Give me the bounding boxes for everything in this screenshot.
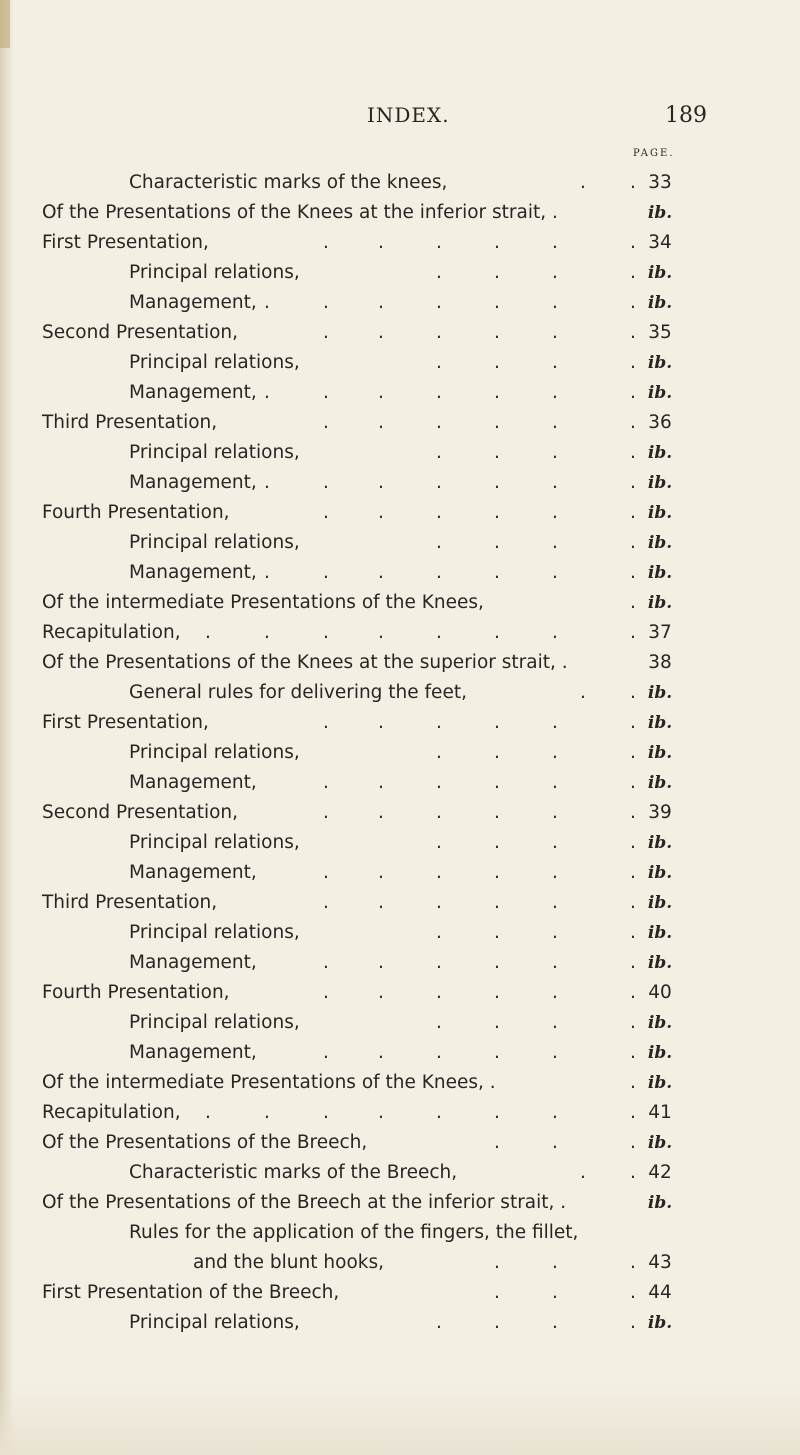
- leader-dot: .: [552, 922, 558, 943]
- leader-dot: .: [378, 982, 384, 1003]
- index-entry-page: 41: [648, 1102, 672, 1123]
- leader-dot: .: [323, 322, 329, 343]
- index-entry: [0, 198, 800, 228]
- leader-dot: .: [494, 892, 500, 913]
- leader-dot: .: [436, 772, 442, 793]
- index-entry-page: ib.: [647, 1193, 673, 1213]
- leader-dot: .: [323, 232, 329, 253]
- leader-dot: .: [552, 472, 558, 493]
- index-entry-text: Management,: [129, 1042, 257, 1063]
- leader-dot: .: [436, 1312, 442, 1333]
- leader-dot: .: [264, 472, 270, 493]
- leader-dot: .: [436, 532, 442, 553]
- index-entry-page: 34: [648, 232, 672, 253]
- index-entry-text: Of the Presentations of the Knees at the superior strait, .: [42, 652, 568, 673]
- index-entry: [0, 558, 800, 588]
- index-entry-text: First Presentation of the Breech,: [42, 1282, 340, 1303]
- leader-dot: .: [630, 172, 636, 193]
- index-entry: [0, 1158, 800, 1188]
- index-entry-text: Principal relations,: [129, 442, 300, 463]
- index-entry-text: Principal relations,: [129, 262, 300, 283]
- leader-dot: .: [264, 292, 270, 313]
- leader-dot: .: [378, 1102, 384, 1123]
- index-entry: [0, 408, 800, 438]
- index-entry-page: ib.: [647, 1043, 673, 1063]
- leader-dot: .: [630, 412, 636, 433]
- index-entry: [0, 1038, 800, 1068]
- leader-dot: .: [323, 772, 329, 793]
- leader-dot: .: [436, 952, 442, 973]
- leader-dot: .: [494, 472, 500, 493]
- index-entry-page: ib.: [647, 1133, 673, 1153]
- leader-dot: .: [552, 562, 558, 583]
- leader-dot: .: [552, 292, 558, 313]
- index-entries: [0, 168, 800, 1338]
- index-entry-text: Of the Presentations of the Breech at the inferior strait, .: [42, 1192, 567, 1213]
- leader-dot: .: [630, 742, 636, 763]
- index-entry: [0, 738, 800, 768]
- index-entry-page: ib.: [647, 713, 673, 733]
- leader-dot: .: [630, 952, 636, 973]
- index-entry-page: ib.: [647, 503, 673, 523]
- leader-dot: .: [630, 1072, 636, 1093]
- running-title: INDEX.: [367, 103, 450, 127]
- index-entry-text: Management,: [129, 862, 257, 883]
- index-entry-page: ib.: [647, 833, 673, 853]
- index-entry: [0, 348, 800, 378]
- leader-dot: .: [264, 622, 270, 643]
- running-header: [0, 103, 800, 133]
- leader-dot: .: [323, 622, 329, 643]
- leader-dot: .: [630, 832, 636, 853]
- leader-dot: .: [323, 472, 329, 493]
- leader-dot: .: [494, 1312, 500, 1333]
- leader-dot: .: [630, 352, 636, 373]
- index-entry: [0, 1218, 800, 1248]
- leader-dot: .: [378, 802, 384, 823]
- leader-dot: .: [552, 382, 558, 403]
- leader-dot: .: [323, 1042, 329, 1063]
- leader-dot: .: [494, 832, 500, 853]
- index-entry-text: Third Presentation,: [42, 412, 218, 433]
- leader-dot: .: [323, 892, 329, 913]
- leader-dot: .: [552, 712, 558, 733]
- index-entry-text: Principal relations,: [129, 832, 300, 853]
- index-entry: [0, 948, 800, 978]
- index-entry-page: 44: [648, 1282, 672, 1303]
- index-entry-text: First Presentation,: [42, 232, 209, 253]
- index-entry: [0, 978, 800, 1008]
- index-entry: [0, 168, 800, 198]
- leader-dot: .: [494, 862, 500, 883]
- leader-dot: .: [630, 1042, 636, 1063]
- index-entry-page: ib.: [647, 743, 673, 763]
- index-entry-text: Management,: [129, 472, 257, 493]
- index-entry-text: Principal relations,: [129, 532, 300, 553]
- index-entry: [0, 438, 800, 468]
- index-entry-page: 38: [648, 652, 672, 673]
- leader-dot: .: [494, 322, 500, 343]
- index-entry: [0, 708, 800, 738]
- leader-dot: .: [323, 412, 329, 433]
- leader-dot: .: [494, 1102, 500, 1123]
- leader-dot: .: [630, 922, 636, 943]
- leader-dot: .: [494, 982, 500, 1003]
- leader-dot: .: [436, 292, 442, 313]
- leader-dot: .: [630, 682, 636, 703]
- leader-dot: .: [494, 742, 500, 763]
- index-entry-text: Characteristic marks of the Breech,: [129, 1162, 458, 1183]
- index-entry: [0, 588, 800, 618]
- page-bottom-tone: [0, 1385, 800, 1455]
- leader-dot: .: [378, 772, 384, 793]
- leader-dot: .: [436, 502, 442, 523]
- leader-dot: .: [630, 802, 636, 823]
- leader-dot: .: [552, 502, 558, 523]
- leader-dot: .: [580, 172, 586, 193]
- index-entry: [0, 1278, 800, 1308]
- leader-dot: .: [378, 472, 384, 493]
- index-entry-text: Third Presentation,: [42, 892, 218, 913]
- leader-dot: .: [552, 772, 558, 793]
- leader-dot: .: [494, 712, 500, 733]
- index-entry-page: 43: [648, 1252, 672, 1273]
- index-entry-page: 33: [648, 172, 672, 193]
- index-entry-text: Principal relations,: [129, 352, 300, 373]
- leader-dot: .: [494, 562, 500, 583]
- index-entry-page: ib.: [647, 533, 673, 553]
- leader-dot: .: [436, 322, 442, 343]
- leader-dot: .: [494, 292, 500, 313]
- leader-dot: .: [323, 292, 329, 313]
- index-entry-text: Of the intermediate Presentations of the Knees,: [42, 592, 484, 613]
- leader-dot: .: [630, 592, 636, 613]
- leader-dot: .: [552, 412, 558, 433]
- leader-dot: .: [378, 892, 384, 913]
- leader-dot: .: [378, 232, 384, 253]
- leader-dot: .: [436, 862, 442, 883]
- index-entry-page: ib.: [647, 1313, 673, 1333]
- leader-dot: .: [552, 442, 558, 463]
- index-entry-page: ib.: [647, 923, 673, 943]
- index-entry-text: Fourth Presentation,: [42, 982, 230, 1003]
- leader-dot: .: [205, 1102, 211, 1123]
- leader-dot: .: [494, 1282, 500, 1303]
- leader-dot: .: [552, 892, 558, 913]
- leader-dot: .: [552, 622, 558, 643]
- leader-dot: .: [580, 1162, 586, 1183]
- leader-dot: .: [264, 562, 270, 583]
- leader-dot: .: [494, 532, 500, 553]
- leader-dot: .: [630, 712, 636, 733]
- index-entry-page: ib.: [647, 203, 673, 223]
- leader-dot: .: [323, 712, 329, 733]
- index-entry-page: ib.: [647, 773, 673, 793]
- index-entry: [0, 888, 800, 918]
- leader-dot: .: [630, 1282, 636, 1303]
- leader-dot: .: [436, 922, 442, 943]
- index-entry: [0, 1248, 800, 1278]
- index-entry: [0, 258, 800, 288]
- leader-dot: .: [378, 292, 384, 313]
- index-entry-text: Rules for the application of the fingers, the fillet,: [129, 1222, 579, 1243]
- index-entry: [0, 618, 800, 648]
- index-entry: [0, 528, 800, 558]
- index-entry: [0, 648, 800, 678]
- index-entry: [0, 1098, 800, 1128]
- index-entry-page: ib.: [647, 1013, 673, 1033]
- leader-dot: .: [436, 1102, 442, 1123]
- leader-dot: .: [378, 712, 384, 733]
- leader-dot: .: [436, 1042, 442, 1063]
- leader-dot: .: [494, 502, 500, 523]
- leader-dot: .: [494, 772, 500, 793]
- leader-dot: .: [436, 622, 442, 643]
- leader-dot: .: [378, 622, 384, 643]
- leader-dot: .: [378, 322, 384, 343]
- leader-dot: .: [630, 532, 636, 553]
- index-entry: [0, 498, 800, 528]
- leader-dot: .: [552, 1312, 558, 1333]
- index-entry: [0, 288, 800, 318]
- index-entry-text: Management,: [129, 952, 257, 973]
- index-entry-text: Principal relations,: [129, 742, 300, 763]
- leader-dot: .: [378, 562, 384, 583]
- leader-dot: .: [436, 892, 442, 913]
- leader-dot: .: [630, 622, 636, 643]
- leader-dot: .: [552, 982, 558, 1003]
- leader-dot: .: [552, 232, 558, 253]
- index-entry-page: ib.: [647, 683, 673, 703]
- leader-dot: .: [436, 802, 442, 823]
- leader-dot: .: [552, 322, 558, 343]
- index-entry-text: General rules for delivering the feet,: [129, 682, 467, 703]
- leader-dot: .: [436, 412, 442, 433]
- index-entry-page: ib.: [647, 593, 673, 613]
- leader-dot: .: [494, 922, 500, 943]
- leader-dot: .: [323, 982, 329, 1003]
- leader-dot: .: [630, 322, 636, 343]
- index-entry-page: ib.: [647, 563, 673, 583]
- index-entry-text: Of the Presentations of the Breech,: [42, 1132, 368, 1153]
- index-entry-page: ib.: [647, 893, 673, 913]
- index-entry-page: ib.: [647, 473, 673, 493]
- leader-dot: .: [494, 1042, 500, 1063]
- leader-dot: .: [630, 262, 636, 283]
- leader-dot: .: [630, 892, 636, 913]
- index-entry-text: Recapitulation,: [42, 622, 181, 643]
- leader-dot: .: [552, 832, 558, 853]
- leader-dot: .: [436, 982, 442, 1003]
- leader-dot: .: [378, 862, 384, 883]
- leader-dot: .: [630, 382, 636, 403]
- leader-dot: .: [580, 682, 586, 703]
- leader-dot: .: [323, 952, 329, 973]
- leader-dot: .: [552, 262, 558, 283]
- leader-dot: .: [630, 1132, 636, 1153]
- index-entry-text: Second Presentation,: [42, 322, 239, 343]
- index-entry: [0, 678, 800, 708]
- leader-dot: .: [323, 802, 329, 823]
- leader-dot: .: [436, 562, 442, 583]
- index-entry: [0, 798, 800, 828]
- leader-dot: .: [552, 952, 558, 973]
- leader-dot: .: [552, 1012, 558, 1033]
- leader-dot: .: [436, 712, 442, 733]
- index-entry-text: Recapitulation,: [42, 1102, 181, 1123]
- leader-dot: .: [436, 382, 442, 403]
- index-entry-page: ib.: [647, 293, 673, 313]
- leader-dot: .: [630, 1252, 636, 1273]
- leader-dot: .: [630, 232, 636, 253]
- leader-dot: .: [630, 1162, 636, 1183]
- index-entry: [0, 1188, 800, 1218]
- index-entry-text: Principal relations,: [129, 1012, 300, 1033]
- index-entry-text: Characteristic marks of the knees,: [129, 172, 448, 193]
- index-entry-text: Of the intermediate Presentations of the Knees, .: [42, 1072, 496, 1093]
- index-entry-page: 35: [648, 322, 672, 343]
- index-entry-text: Management,: [129, 562, 257, 583]
- index-entry-page: ib.: [647, 863, 673, 883]
- index-entry: [0, 228, 800, 258]
- index-entry-page: 36: [648, 412, 672, 433]
- index-entry: [0, 1128, 800, 1158]
- leader-dot: .: [630, 982, 636, 1003]
- leader-dot: .: [552, 1252, 558, 1273]
- index-entry: [0, 378, 800, 408]
- leader-dot: .: [494, 1252, 500, 1273]
- leader-dot: .: [630, 772, 636, 793]
- leader-dot: .: [436, 1012, 442, 1033]
- leader-dot: .: [494, 802, 500, 823]
- index-entry-text: Principal relations,: [129, 922, 300, 943]
- index-entry: [0, 1308, 800, 1338]
- leader-dot: .: [552, 862, 558, 883]
- leader-dot: .: [630, 1012, 636, 1033]
- leader-dot: .: [630, 1312, 636, 1333]
- index-entry-page: 42: [648, 1162, 672, 1183]
- leader-dot: .: [552, 1132, 558, 1153]
- leader-dot: .: [378, 502, 384, 523]
- index-entry-text: Management,: [129, 382, 257, 403]
- index-entry-page: ib.: [647, 1073, 673, 1093]
- leader-dot: .: [494, 352, 500, 373]
- leader-dot: .: [494, 1132, 500, 1153]
- index-entry: [0, 1008, 800, 1038]
- page-corner-mark: [0, 0, 10, 48]
- leader-dot: .: [494, 232, 500, 253]
- leader-dot: .: [323, 862, 329, 883]
- page-number: 189: [665, 103, 707, 128]
- index-entry-text: First Presentation,: [42, 712, 209, 733]
- index-entry: [0, 858, 800, 888]
- leader-dot: .: [378, 1042, 384, 1063]
- index-entry-text: Management,: [129, 292, 257, 313]
- index-entry-text: Principal relations,: [129, 1312, 300, 1333]
- leader-dot: .: [552, 1282, 558, 1303]
- leader-dot: .: [494, 1012, 500, 1033]
- leader-dot: .: [436, 262, 442, 283]
- index-entry-page: ib.: [647, 263, 673, 283]
- leader-dot: .: [630, 472, 636, 493]
- index-entry-text: Of the Presentations of the Knees at the inferior strait, .: [42, 202, 558, 223]
- index-entry-text: Fourth Presentation,: [42, 502, 230, 523]
- index-entry: [0, 468, 800, 498]
- leader-dot: .: [630, 502, 636, 523]
- index-entry-page: ib.: [647, 383, 673, 403]
- leader-dot: .: [323, 502, 329, 523]
- index-entry-page: 37: [648, 622, 672, 643]
- leader-dot: .: [436, 472, 442, 493]
- leader-dot: .: [494, 442, 500, 463]
- index-entry-text: Management,: [129, 772, 257, 793]
- leader-dot: .: [552, 352, 558, 373]
- leader-dot: .: [630, 1102, 636, 1123]
- leader-dot: .: [205, 622, 211, 643]
- leader-dot: .: [552, 532, 558, 553]
- leader-dot: .: [552, 1042, 558, 1063]
- leader-dot: .: [494, 382, 500, 403]
- index-entry: [0, 918, 800, 948]
- leader-dot: .: [264, 382, 270, 403]
- leader-dot: .: [494, 622, 500, 643]
- leader-dot: .: [436, 232, 442, 253]
- leader-dot: .: [436, 442, 442, 463]
- leader-dot: .: [552, 742, 558, 763]
- index-entry-page: 39: [648, 802, 672, 823]
- leader-dot: .: [264, 1102, 270, 1123]
- index-entry: [0, 318, 800, 348]
- leader-dot: .: [323, 1102, 329, 1123]
- leader-dot: .: [436, 742, 442, 763]
- index-entry-page: 40: [648, 982, 672, 1003]
- index-entry-text: and the blunt hooks,: [193, 1252, 384, 1273]
- page-column-label: PAGE.: [633, 148, 675, 159]
- leader-dot: .: [552, 1102, 558, 1123]
- index-entry-page: ib.: [647, 953, 673, 973]
- leader-dot: .: [494, 262, 500, 283]
- leader-dot: .: [630, 862, 636, 883]
- leader-dot: .: [378, 382, 384, 403]
- leader-dot: .: [630, 442, 636, 463]
- leader-dot: .: [436, 352, 442, 373]
- leader-dot: .: [630, 562, 636, 583]
- leader-dot: .: [494, 952, 500, 973]
- leader-dot: .: [323, 382, 329, 403]
- index-entry-page: ib.: [647, 353, 673, 373]
- leader-dot: .: [552, 802, 558, 823]
- leader-dot: .: [494, 412, 500, 433]
- leader-dot: .: [378, 952, 384, 973]
- leader-dot: .: [323, 562, 329, 583]
- index-entry-page: ib.: [647, 443, 673, 463]
- index-entry: [0, 828, 800, 858]
- leader-dot: .: [630, 292, 636, 313]
- leader-dot: .: [378, 412, 384, 433]
- index-entry-text: Second Presentation,: [42, 802, 239, 823]
- index-entry: [0, 1068, 800, 1098]
- index-entry: [0, 768, 800, 798]
- leader-dot: .: [436, 832, 442, 853]
